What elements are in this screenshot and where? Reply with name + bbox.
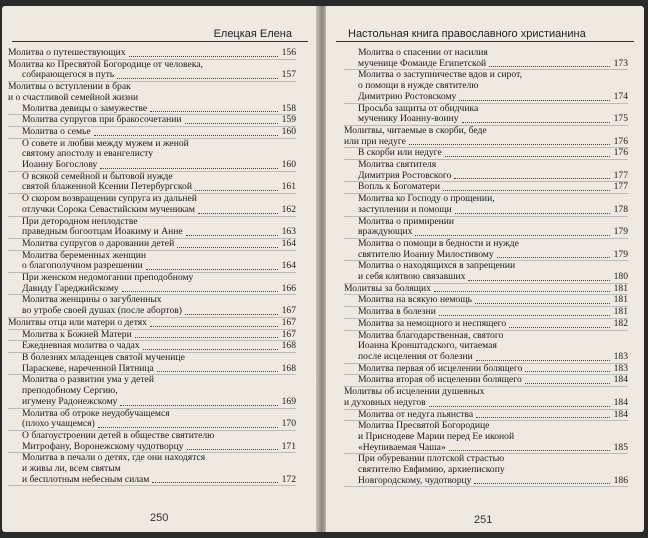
toc-entry-title: и себя клятвою связавших <box>358 271 466 283</box>
toc-entry-title: Молитва в печали о детях, где они находятся <box>22 452 206 464</box>
toc-entry-title: игумену Радонежскому <box>22 395 118 407</box>
toc-page-number: 183 <box>613 362 628 374</box>
toc-entry-title: святой блаженной Ксении Петербургской <box>22 181 192 193</box>
toc-entry-title: При женском недомогании преподобному <box>22 272 194 284</box>
dot-leader <box>94 135 278 136</box>
toc-entry-title: и духовных недугов <box>344 396 426 408</box>
toc-entry <box>8 127 296 139</box>
toc-page-number: 161 <box>281 181 296 193</box>
toc-entry-title: Молитва о семье <box>22 125 91 137</box>
dot-leader <box>186 235 278 236</box>
toc-page-number: 179 <box>613 248 628 260</box>
toc-entry <box>8 205 296 217</box>
toc-page-number: 166 <box>281 282 296 294</box>
dot-leader <box>195 190 278 191</box>
dot-leader <box>157 371 278 372</box>
toc-entry-title: О совете и любви между мужем и женой <box>22 137 189 149</box>
toc-entry-title: и живы ли, всем святым <box>22 463 121 475</box>
toc-page-number: 172 <box>281 473 296 485</box>
running-head-left: Елецкая Елена <box>213 28 292 40</box>
toc-entry <box>344 432 628 443</box>
dot-leader <box>177 247 278 248</box>
toc-entry <box>8 431 296 442</box>
dot-leader <box>468 280 610 281</box>
dot-leader <box>497 257 610 258</box>
toc-entry-title: В скорби или недуге <box>358 147 442 159</box>
right-page <box>326 6 644 532</box>
toc-entry-title: после исцеления от болезни <box>358 350 473 362</box>
toc-entry-title: Молитва на всякую немощь <box>358 294 472 306</box>
dot-leader <box>454 178 610 179</box>
toc-page-number: 180 <box>613 271 628 283</box>
toc-entry-title: отлучки Сорока Севастийским мученикам <box>22 203 195 215</box>
toc-entry-title: Молитва ко Пресвятой Богородице от человека, <box>8 58 203 70</box>
toc-entry-title: Молитвы отца или матери о детях <box>8 316 147 328</box>
page-number-right: 251 <box>474 514 493 526</box>
left-page <box>2 6 318 532</box>
toc-page-number: 160 <box>281 125 296 137</box>
toc-entry-title: Молитва о развитии ума у детей <box>22 374 154 386</box>
page-number-left: 250 <box>150 512 169 524</box>
toc-entry-title: или при недуге <box>344 135 406 147</box>
toc-entry <box>8 475 296 487</box>
dot-leader <box>146 269 278 270</box>
toc-entry-title: Молитва от недуга пьянства <box>358 408 474 420</box>
dot-leader <box>98 427 278 428</box>
dot-leader <box>120 405 278 406</box>
toc-left <box>8 48 296 486</box>
dot-leader <box>409 144 610 145</box>
header-rule-left <box>12 41 308 42</box>
toc-entry-title: Ежедневная молитва о чадах <box>22 340 140 352</box>
dot-leader <box>434 291 610 292</box>
toc-entry-title: Молитва о спасении от насилия <box>358 47 488 58</box>
dot-leader <box>415 235 610 236</box>
toc-page-number: 177 <box>613 181 628 193</box>
dot-leader <box>449 450 610 451</box>
dot-leader <box>185 314 278 315</box>
toc-entry-title: враждующих <box>358 226 413 238</box>
toc-entry-title: Молитвы, читаемые в скорби, беде <box>344 124 487 136</box>
toc-page-number: 157 <box>281 69 296 81</box>
dot-leader <box>439 315 610 316</box>
toc-entry-title: Вопль к Богоматери <box>358 181 440 193</box>
toc-entry-title: Новгородскому, чудотворцу <box>358 474 472 486</box>
toc-page-number: 167 <box>281 316 296 328</box>
toc-entry <box>344 352 628 364</box>
dot-leader <box>187 449 278 450</box>
dot-leader <box>100 168 278 169</box>
toc-page-number: 167 <box>281 305 296 317</box>
dot-leader <box>117 78 278 79</box>
toc-page-number: 179 <box>613 226 628 238</box>
toc-entry <box>8 239 296 251</box>
toc-entry-title: Молитва девицы о замужестве <box>22 102 148 114</box>
toc-page-number: 167 <box>281 328 296 340</box>
toc-entry-title: о помощи в нужде святителю <box>358 80 479 92</box>
toc-page-number: 181 <box>613 294 628 306</box>
toc-entry-title: При обуревании плотской страстью <box>358 453 505 465</box>
toc-entry-title: Молитва супругов при бракосочетании <box>22 114 182 126</box>
toc-page-number: 175 <box>613 113 628 125</box>
dot-leader <box>445 156 610 157</box>
toc-entry-title: В болезнях младенцев святой мученице <box>22 351 185 363</box>
toc-page-number: 183 <box>613 350 628 362</box>
toc-page-number: 159 <box>281 114 296 126</box>
dot-leader <box>476 360 610 361</box>
toc-entry-title: преподобному Сергию, <box>22 385 118 397</box>
toc-page-number: 181 <box>613 306 628 318</box>
toc-page-number: 164 <box>281 237 296 249</box>
dot-leader <box>129 56 278 57</box>
toc-entry-title: Молитва в болезни <box>358 306 436 318</box>
toc-entry-title: святому апостолу и евангелисту <box>22 148 153 160</box>
toc-entry <box>344 205 628 217</box>
toc-entry <box>8 318 296 330</box>
dot-leader <box>475 303 610 304</box>
toc-page-number: 160 <box>281 159 296 171</box>
toc-entry-title: мученице Фомаиде Египетской <box>358 57 487 69</box>
toc-page-number: 169 <box>281 395 296 407</box>
toc-entry-title: мученику Иоанну-воину <box>358 113 459 125</box>
toc-entry-title: Параскеве, нареченной Пятница <box>22 362 154 374</box>
dot-leader <box>198 213 278 214</box>
toc-entry-title: О скором возвращении супруга из дальней <box>22 193 197 205</box>
dot-leader <box>509 327 610 328</box>
dot-leader <box>476 417 610 418</box>
toc-entry-title: во утробе своей душах (после абортов) <box>22 305 182 317</box>
dot-leader <box>443 190 610 191</box>
toc-page-number: 156 <box>281 47 296 58</box>
toc-page-number: 178 <box>613 203 628 215</box>
toc-entry-title: Димитрия Ростовского <box>358 169 452 181</box>
dot-leader <box>150 111 278 112</box>
toc-entry-title: Молитва ко Господу о прощении, <box>358 193 495 205</box>
dot-leader <box>185 123 278 124</box>
toc-entry-title: Молитва о помощи в бедности и нужде <box>358 237 519 249</box>
toc-entry-title: О всякой семейной и бытовой нужде <box>22 170 173 182</box>
toc-entry-title: собирающегося в путь <box>22 69 115 81</box>
dot-leader <box>525 383 610 384</box>
toc-entry <box>8 397 296 409</box>
toc-entry-title: Митрофану, Воронежскому чудотворцу <box>22 440 184 452</box>
toc-entry-title: заступлении и помощи <box>358 203 452 215</box>
toc-entry-title: Просьба защиты от обидчика <box>358 102 479 114</box>
toc-entry-title: святителю Евфимию, архиепископу <box>358 464 505 476</box>
toc-entry-title: Димитрию Ростовскому <box>358 90 457 102</box>
toc-entry-title: святителю Иоанну Милостивому <box>358 248 494 260</box>
toc-entry-title: О благоустроении детей в обществе святителю <box>22 429 215 441</box>
dot-leader <box>462 122 610 123</box>
toc-entry-title: Молитва Пресвятой Богородице <box>358 420 490 432</box>
toc-page-number: 174 <box>613 90 628 102</box>
toc-right <box>344 48 628 487</box>
toc-page-number: 186 <box>613 474 628 486</box>
dot-leader <box>489 66 610 67</box>
toc-entry-title: Молитва святителя <box>358 159 437 171</box>
toc-entry <box>8 93 296 104</box>
dot-leader <box>135 337 278 338</box>
dot-leader <box>152 482 278 483</box>
toc-entry-title: Молитва за немощного и неспящего <box>358 317 507 329</box>
dot-leader <box>459 100 610 101</box>
toc-entry-title: Иоанна Кронштадского, читаемая <box>358 340 497 352</box>
toc-page-number: 168 <box>281 340 296 352</box>
toc-entry-title: «Неупиваемая Чаша» <box>358 441 446 453</box>
toc-entry-title: о благополучном разрешении <box>22 260 143 272</box>
toc-page-number: 181 <box>613 282 628 294</box>
toc-page-number: 170 <box>281 418 296 430</box>
toc-entry-title: Молитвы о вступлении в брак <box>8 81 131 93</box>
toc-page-number: 184 <box>613 408 628 420</box>
toc-page-number: 163 <box>281 226 296 238</box>
toc-entry-title: Иоанну Богослову <box>22 159 98 171</box>
toc-page-number: 177 <box>613 169 628 181</box>
toc-page-number: 164 <box>281 260 296 272</box>
toc-entry-title: праведным богоотцам Иоакиму и Анне <box>22 226 183 238</box>
toc-page-number: 168 <box>281 362 296 374</box>
toc-entry-title: Молитва благодарственная, святого <box>358 329 504 341</box>
toc-page-number: 182 <box>613 317 628 329</box>
toc-entry-title: и бесплотным небесным силам <box>22 473 150 485</box>
toc-entry-title: и о счастливой семейной жизни <box>8 91 139 103</box>
toc-entry-title: Молитва об отроке неудобучащемся <box>22 407 170 419</box>
toc-page-number: 171 <box>281 440 296 452</box>
toc-page-number: 158 <box>281 102 296 114</box>
toc-entry <box>8 48 296 60</box>
toc-entry-title: Молитва супругов о даровании детей <box>22 237 175 249</box>
dot-leader <box>429 406 610 407</box>
toc-entry <box>344 272 628 284</box>
dot-leader <box>525 371 610 372</box>
dot-leader <box>474 483 610 484</box>
toc-entry-title: Молитва женщины о загубленных <box>22 294 162 306</box>
dot-leader <box>122 291 278 292</box>
toc-entry-title: (плохо учащемся) <box>22 418 95 430</box>
toc-entry-title: Молитва первая об исцелении болящего <box>358 362 523 374</box>
toc-entry <box>344 398 628 410</box>
toc-entry-title: и Приснодеве Марии перед Ее иконой <box>358 430 515 442</box>
toc-entry-title: Молитвы за болящих <box>344 282 431 294</box>
toc-entry-title: При детородном неплодстве <box>22 215 138 227</box>
header-rule-right <box>336 41 634 42</box>
toc-entry-title: Молитва о примирении <box>358 215 455 227</box>
dot-leader <box>455 213 610 214</box>
running-head-right: Настольная книга православного христианина <box>348 28 586 40</box>
toc-page-number: 176 <box>613 135 628 147</box>
toc-entry-title: Давиду Гареджийскому <box>22 282 119 294</box>
toc-entry <box>8 160 296 172</box>
dot-leader <box>143 349 278 350</box>
toc-page-number: 176 <box>613 147 628 159</box>
toc-page-number: 184 <box>613 396 628 408</box>
toc-entry-title: Молитва беременных женщин <box>22 249 146 261</box>
toc-entry-title: Молитвы об исцелении душевных <box>344 386 485 398</box>
toc-entry <box>344 476 628 488</box>
toc-entry-title: Молитва к Божией Матери <box>22 328 132 340</box>
toc-page-number: 173 <box>613 57 628 69</box>
dot-leader <box>150 326 278 327</box>
toc-entry <box>344 92 628 104</box>
toc-entry-title: Молитва вторая об исцелении болящего <box>358 374 522 386</box>
toc-entry-title: Молитва о заступничестве вдов и сирот, <box>358 69 522 81</box>
toc-entry <box>344 319 628 331</box>
toc-entry-title: Молитва о находящихся в запрещении <box>358 260 516 272</box>
toc-page-number: 185 <box>613 441 628 453</box>
toc-entry-title: Молитва о путешествующих <box>8 47 126 58</box>
toc-page-number: 184 <box>613 374 628 386</box>
toc-page-number: 162 <box>281 203 296 215</box>
